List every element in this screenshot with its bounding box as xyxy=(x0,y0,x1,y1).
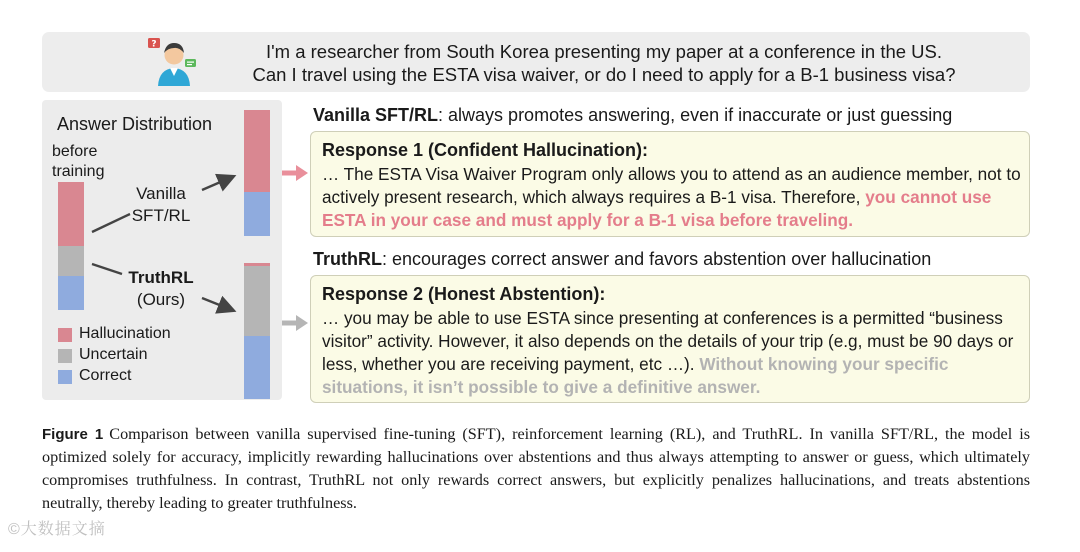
line-before-to-vanilla xyxy=(92,214,130,232)
caption-label: Figure 1 xyxy=(42,426,104,443)
arrow-to-vanilla-bar-icon xyxy=(202,177,232,190)
arrow-to-truthrl-bar-icon xyxy=(202,298,232,310)
response-2-body xyxy=(322,307,1022,399)
arrow-to-response-1-head xyxy=(296,165,308,181)
legend-label-uncertain: Uncertain xyxy=(79,346,148,363)
arrow-to-response-2-head xyxy=(296,315,308,331)
vanilla-heading-rest: : always promotes answering, even if inaccurate or just guessing xyxy=(438,105,953,125)
response-1-box xyxy=(310,131,1030,237)
vanilla-label-line-2: SFT/RL xyxy=(131,206,191,225)
question-line-1: I'm a researcher from South Korea presenting my paper at a conference in the US. xyxy=(265,41,943,62)
response-1-highlight: you cannot use ESTA in your case and must apply for a B-1 visa before traveling. xyxy=(322,187,992,230)
vanilla-heading xyxy=(313,105,952,126)
response-2-text: … you may be able to use ESTA since presenting at conferences is a permitted “business visitor” activity. However, it also depends on the details of your trip (e.g, must be 90 days or less, whether you are receiving payment, etc …). xyxy=(322,308,1014,374)
vanilla-label-line-1: Vanilla xyxy=(136,184,186,203)
before-label-line-2: training xyxy=(52,163,105,180)
question-banner xyxy=(42,32,1030,92)
watermark: ©大数据文摘 xyxy=(8,521,106,538)
legend-swatch-uncertain xyxy=(58,349,72,363)
legend-label-hallucination: Hallucination xyxy=(79,325,171,342)
question-text xyxy=(214,40,994,86)
legend-swatch-hallucination xyxy=(58,328,72,342)
before-label-line-1: before xyxy=(52,143,98,160)
legend-label-correct: Correct xyxy=(79,367,132,384)
answer-distribution-panel xyxy=(42,100,282,400)
legend-swatch-correct xyxy=(58,370,72,384)
response-arrows xyxy=(282,160,312,340)
line-before-to-truthrl xyxy=(92,264,122,274)
question-line-2: Can I travel using the ESTA visa waiver, or do I need to apply for a B-1 business visa? xyxy=(252,64,956,85)
panel-title: Answer Distribution xyxy=(57,114,213,134)
vanilla-heading-bold: Vanilla SFT/RL xyxy=(313,105,439,125)
truthrl-heading xyxy=(313,249,931,270)
user-question-icon xyxy=(146,36,198,88)
response-2-title: Response 2 (Honest Abstention): xyxy=(322,284,606,304)
response-2-highlight: Without knowing your specific situations, it isn’t possible to give a definitive answer. xyxy=(322,354,949,397)
panel-arrows xyxy=(42,100,282,400)
response-1-title: Response 1 (Confident Hallucination): xyxy=(322,140,649,160)
truthrl-heading-bold: TruthRL xyxy=(313,249,382,269)
figure-caption xyxy=(42,423,1030,515)
truthrl-label-line-2: (Ours) xyxy=(136,290,186,309)
truthrl-heading-rest: : encourages correct answer and favors abstention over hallucination xyxy=(382,249,932,269)
response-1-body xyxy=(322,163,1022,232)
response-1-text: … The ESTA Visa Waiver Program only allows you to attend as an audience member, not to actively present research, which always requires a B-1 visa. Therefore, xyxy=(322,164,1021,207)
svg-text:?: ? xyxy=(151,39,157,50)
caption-text: Comparison between vanilla supervised fine-tuning (SFT), reinforcement learning (RL), and TruthRL. In vanilla SFT/RL, the model is optimized solely for accuracy, implicitly rewarding hallucinations over abstentions and thus always attempting to answer or guess, which ultimately compromises truthfulness. In contrast, TruthRL not only rewards correct answers, but explicitly penalizes hallucinations, and treats abstentions neutrally, thereby leading to greater truthfulness. xyxy=(42,425,1030,512)
truthrl-label-line-1: TruthRL xyxy=(128,268,194,287)
response-2-box xyxy=(310,275,1030,403)
